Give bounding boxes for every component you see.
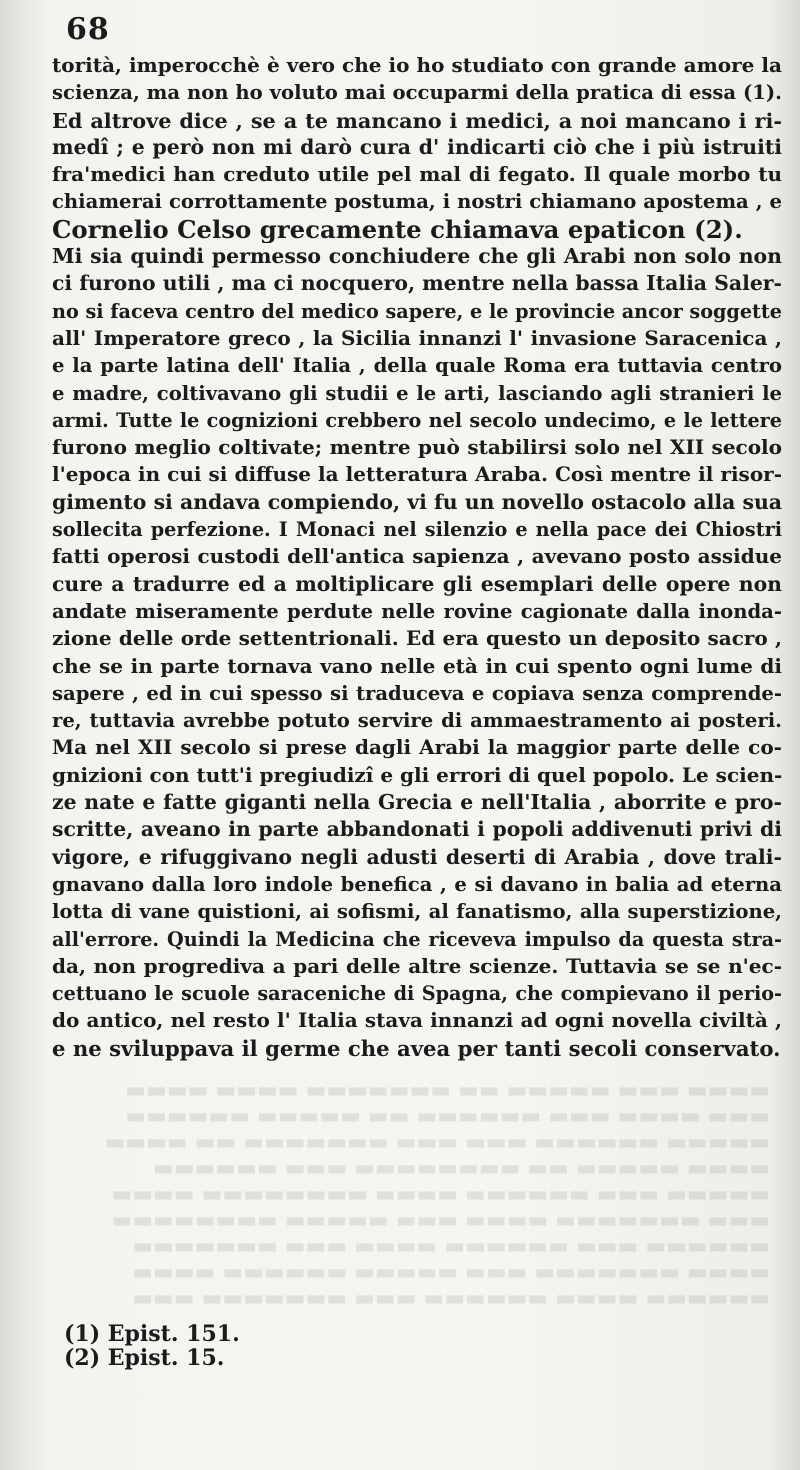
footnotes [64,1322,240,1370]
show-through-bleed [40,1078,770,1312]
text-line: sapere , ed in cui spesso si traduceva e copiava senza comprende- [52,681,782,705]
body-text [52,52,782,1062]
footnote: (2) Epist. 15. [64,1345,225,1371]
text-line: Cornelio Celso grecamente chiamava epaticon (2). [52,215,743,244]
show-through-line: ▬▬▬▬ ▬▬▬▬▬▬▬ ▬▬▬ ▬▬▬▬▬ ▬▬▬▬▬▬ ▬▬▬▬ [132,1260,770,1285]
show-through-line: ▬▬▬▬▬▬ ▬▬▬ ▬▬▬▬▬▬ ▬▬▬▬ ▬▬▬ ▬▬▬▬▬▬▬ [132,1234,770,1259]
text-line: torità, imperocchè è vero che io ho studiato con grande amore la [52,53,782,77]
text-line: ci furono utili , ma ci nocquero, mentre nella bassa Italia Saler- [52,271,782,296]
show-through-line: ▬▬▬▬▬ ▬▬▬▬▬▬ ▬▬▬ ▬▬▬ ▬▬▬▬▬▬▬ ▬▬ ▬▬▬▬ [104,1130,770,1155]
text-line: lotta di vane quistioni, ai sofismi, al fanatismo, alla superstizione, [52,900,782,924]
text-line: no si faceva centro del medico sapere, e le provincie ancor soggette [52,299,782,323]
text-line: gnavano dalla loro indole benefica , e si davano in balia ad eterna [52,872,782,896]
text-line: fra'medici han creduto utile pel mal di fegato. Il quale morbo tu [52,162,782,187]
text-line: e la parte latina dell' Italia , della quale Roma era tuttavia centro [52,354,782,378]
text-line: cettuano le scuole saraceniche di Spagna, che compievano il perio- [52,982,782,1006]
text-line: fatti operosi custodi dell'antica sapienza , avevano posto assidue [52,544,782,569]
show-through-line: ▬▬▬▬ ▬▬▬ ▬▬▬▬▬ ▬▬ ▬▬▬▬▬▬▬ ▬▬▬▬ ▬▬▬▬ [125,1078,770,1103]
page-number: 68 [66,12,110,47]
text-line: Ed altrove dice , se a te mancano i medici, a noi mancano i ri- [52,107,782,133]
text-line: che se in parte tornava vano nelle età in cui spento ogni lume di [52,653,782,678]
show-through-line: ▬▬▬ ▬▬▬▬ ▬▬▬ ▬▬▬▬▬▬ ▬▬ ▬▬▬▬▬ ▬▬▬▬▬▬ [125,1104,770,1129]
text-line: ze nate e fatte giganti nella Grecia e nell'Italia , aborrite e pro- [52,790,782,815]
footnote: (1) Epist. 151. [64,1321,240,1347]
text-line: sollecita perfezione. I Monaci nel silenzio e nella pace dei Chiostri [52,518,782,542]
text-line: gimento si andava compiendo, vi fu un novello ostacolo alla sua [52,489,782,514]
text-line: Mi sia quindi permesso conchiudere che gli Arabi non solo non [52,244,782,269]
text-line: all' Imperatore greco , la Sicilia innanzi l' invasione Saracenica , [52,325,782,350]
text-line: scienza, ma non ho voluto mai occuparmi della pratica di essa (1). [52,81,782,105]
text-line: scritte, aveano in parte abbandonati i popoli addivenuti privi di [52,817,782,842]
show-through-line: ▬▬▬▬▬▬ ▬▬▬▬ ▬▬▬▬▬▬ ▬▬▬ ▬▬▬▬▬▬▬ ▬▬▬ [132,1286,770,1311]
text-line: cure a tradurre ed a moltiplicare gli esemplari delle opere non [52,571,782,596]
text-line: all'errore. Quindi la Medicina che riceveva impulso da questa stra- [52,927,782,951]
text-line: da, non progrediva a pari delle altre scienze. Tuttavia se se n'ec- [52,953,782,978]
show-through-line: ▬▬▬ ▬▬▬▬▬▬▬ ▬▬▬▬ ▬▬▬ ▬▬▬▬▬ ▬▬▬▬▬▬▬▬ [111,1208,770,1233]
text-line: l'epoca in cui si diffuse la letteratura Araba. Così mentre il risor- [52,462,782,487]
text-line: e ne sviluppava il germe che avea per tanti secoli conservato. [52,1035,781,1061]
text-line: gnizioni con tutt'i pregiudizî e gli errori di quel popolo. Le scien- [52,762,782,787]
text-line: armi. Tutte le cognizioni crebbero nel secolo undecimo, e le lettere [52,408,782,432]
text-line: re, tuttavia avrebbe potuto servire di ammaestramento ai posteri. [52,709,782,733]
text-line: e madre, coltivavano gli studii e le arti, lasciando agli stranieri le [52,381,782,405]
text-line: Ma nel XII secolo si prese dagli Arabi la maggior parte delle co- [52,735,782,760]
text-line: medî ; e però non mi darò cura d' indicarti ciò che i più istruiti [52,134,782,159]
show-through-line: ▬▬▬▬ ▬▬▬▬▬ ▬▬ ▬▬▬▬▬▬▬▬ ▬▬▬ ▬▬▬▬▬▬ [153,1156,770,1181]
text-line: zione delle orde settentrionali. Ed era questo un deposito sacro , [52,626,782,651]
text-line: do antico, nel resto l' Italia stava innanzi ad ogni novella civiltà , [52,1008,782,1033]
text-line: furono meglio coltivate; mentre può stabilirsi solo nel XII secolo [52,435,782,460]
text-line: vigore, e rifuggivano negli adusti deserti di Arabia , dove trali- [52,844,782,869]
text-line: andate miseramente perdute nelle rovine cagionate dalla inonda- [52,599,782,623]
show-through-line: ▬▬▬▬▬ ▬▬▬ ▬▬▬▬▬▬ ▬▬▬▬ ▬▬▬▬▬▬▬▬ ▬▬▬▬ [111,1182,770,1207]
text-line: chiamerai corrottamente postuma, i nostri chiamano apostema , e [52,190,782,214]
